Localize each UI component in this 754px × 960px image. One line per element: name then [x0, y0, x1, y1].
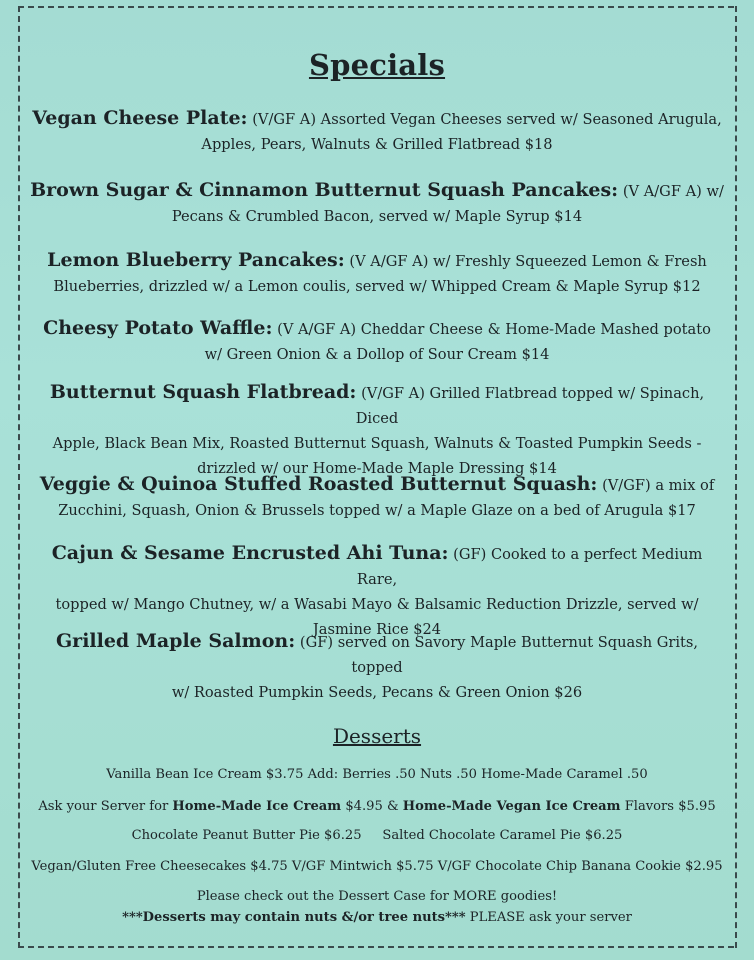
item-tags: (V A/GF A): [349, 253, 429, 270]
item-name: Cajun & Sesame Encrusted Ahi Tuna:: [51, 542, 449, 564]
dessert-line: Chocolate Peanut Butter Pie $6.25 Salted Chocolate Caramel Pie $6.25: [131, 828, 623, 843]
item-name: Grilled Maple Salmon:: [55, 630, 296, 652]
item-tags: (GF): [453, 546, 487, 563]
dessert-highlight: Home-Made Ice Cream: [172, 799, 342, 814]
dessert-text: $4.95 &: [341, 799, 403, 814]
desserts-title: Desserts: [332, 724, 422, 748]
item-description: Apple, Black Bean Mix, Roasted Butternut Squash, Walnuts & Toasted Pumpkin Seeds -: [52, 435, 702, 452]
item-name: Brown Sugar & Cinnamon Butternut Squash Pancakes:: [30, 179, 619, 201]
item-description: drizzled w/ our Home-Made Maple Dressing $14: [197, 460, 557, 477]
item-name: Veggie & Quinoa Stuffed Roasted Butternut Squash:: [39, 473, 598, 495]
item-description: Zucchini, Squash, Onion & Brussels topped w/ a Maple Glaze on a bed of Arugula $17: [58, 502, 696, 519]
item-tags: (V/GF): [602, 477, 651, 494]
item-description: w/ Roasted Pumpkin Seeds, Pecans & Green Onion $26: [171, 684, 583, 701]
dessert-highlight: Home-Made Vegan Ice Cream: [402, 799, 621, 814]
item-description: w/: [706, 183, 724, 200]
item-name: Vegan Cheese Plate:: [32, 107, 248, 129]
dessert-line: [22, 908, 732, 928]
menu-item: [30, 629, 724, 705]
item-tags: (V/GF A): [252, 111, 317, 128]
dessert-text: Flavors $5.95: [620, 799, 716, 814]
item-description: Pecans & Crumbled Bacon, served w/ Maple Syrup $14: [171, 208, 583, 225]
dessert-line: Vegan/Gluten Free Cheesecakes $4.75 V/GF Mintwich $5.75 V/GF Chocolate Chip Banana Cookie $2.95: [31, 859, 723, 874]
menu-item: [30, 316, 724, 367]
item-description: topped w/ Mango Chutney, w/ a Wasabi Mayo & Balsamic Reduction Drizzle, served w/: [55, 596, 699, 613]
item-description: Cooked to a perfect Medium Rare,: [356, 546, 703, 588]
menu-item: [30, 178, 724, 229]
dessert-line: [22, 797, 732, 817]
item-description: w/ Freshly Squeezed Lemon & Fresh: [433, 253, 707, 270]
item-description: Assorted Vegan Cheeses served w/ Seasoned Arugula,: [320, 111, 722, 128]
dessert-text: PLEASE ask your server: [465, 910, 632, 925]
menu-item: [30, 380, 724, 481]
menu-item: [30, 472, 724, 523]
menu-item: [30, 541, 724, 642]
item-description: served on Savory Maple Butternut Squash Grits, topped: [337, 634, 699, 676]
dashed-border-right: [735, 6, 737, 948]
menu-item: [30, 248, 724, 299]
item-tags: (V A/GF A): [277, 321, 357, 338]
specials-title: Specials: [308, 48, 446, 82]
dessert-text: Ask your Server for: [38, 799, 173, 814]
item-name: Lemon Blueberry Pancakes:: [47, 249, 345, 271]
item-description: w/ Green Onion & a Dollop of Sour Cream $14: [204, 346, 550, 363]
item-tags: (V/GF A): [361, 385, 425, 402]
dessert-line: Please check out the Dessert Case for MORE goodies!: [196, 889, 558, 904]
dessert-line: Vanilla Bean Ice Cream $3.75 Add: Berries .50 Nuts .50 Home-Made Caramel .50: [106, 767, 648, 782]
item-tags: (GF): [299, 634, 334, 651]
item-description: a mix of: [655, 477, 715, 494]
allergy-warning: ***Desserts may contain nuts &/or tree nuts***: [122, 910, 466, 925]
item-description: Apples, Pears, Walnuts & Grilled Flatbread $18: [201, 136, 553, 153]
item-description: Blueberries, drizzled w/ a Lemon coulis, served w/ Whipped Cream & Maple Syrup $12: [53, 278, 701, 295]
menu-item: [30, 106, 724, 157]
item-description: Jasmine Rice $24: [312, 621, 442, 638]
item-name: Cheesy Potato Waffle:: [43, 317, 273, 339]
item-name: Butternut Squash Flatbread:: [49, 381, 357, 403]
item-description: Grilled Flatbread topped w/ Spinach, Diced: [355, 385, 705, 427]
item-tags: (V A/GF A): [622, 183, 702, 200]
item-description: Cheddar Cheese & Home-Made Mashed potato: [360, 321, 711, 338]
